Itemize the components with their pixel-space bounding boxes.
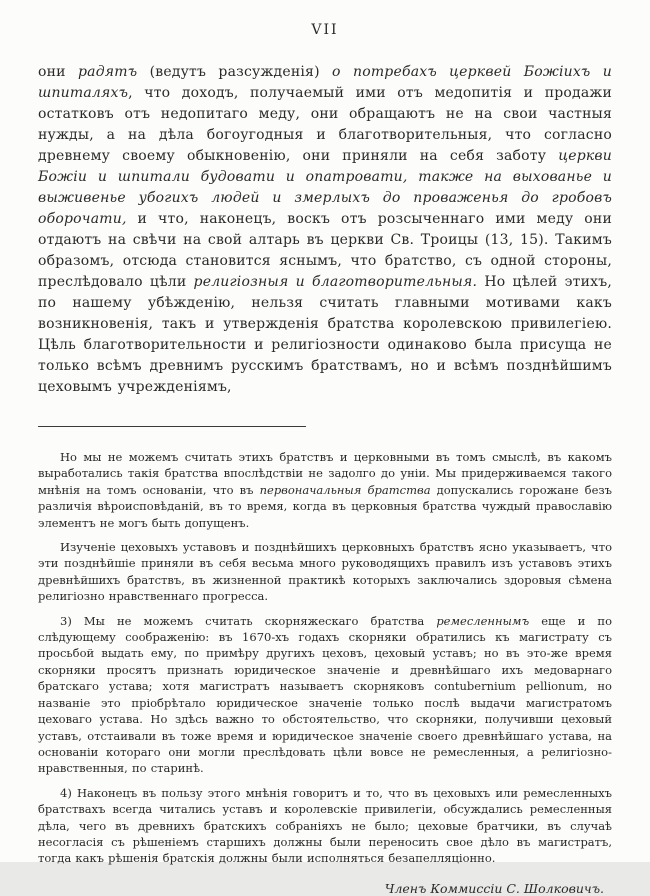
footnote-3: 3) Мы не можемъ считать скорняжескаго братства ремесленнымъ еще и по слѣдующему соображенію: въ 1670-хъ годахъ скорняки обратились къ магистрату съ просьбой выдать ему, по примѣру другихъ цеховъ, цеховый уставъ; но въ это-же время скорняки просятъ признать юридическое значеніе и древнѣйшаго ихъ медоварнаго братскаго устава; хотя магистратъ называетъ скорняковъ contubernium pellionum, но названіе это пріобрѣтало юридическое значеніе только послѣ выдачи магистратомъ цеховаго устава. Но здѣсь важно то обстоятельство, что скорняки, получивши цеховый уставъ, отстаивали въ тоже время и юридическое значеніе своего древнѣйшаго устава, на основаніи котораго они могли преслѣдовать цѣли вовсе не ремесленныя, а религіозно-нравственныя, по старинѣ. [38,613,612,776]
body-text: они радятъ (ведутъ разсужденія) о потребахъ церквей Божіихъ и шпиталяхъ, что доходъ, получаемый ими отъ медопитія и продажи остатковъ отъ недопитаго меду, они обращаютъ не на свои частныя нужды, а на дѣла богоугодныя и благотворительныя, что согласно древнему своему обыкновенію, они приняли на себя заботу церкви Божіи и шпитали будовати и опатровати, также на выхованье и выживенье убогихъ людей и змерлыхъ до проваженья до гробовъ оборочати, и что, наконецъ, воскъ отъ розсыченнаго ими меду они отдаютъ на свѣчи на свой алтарь въ церкви Св. Троицы (13, 15). Такимъ образомъ, отсюда становится яснымъ, что братство, съ одной стороны, преслѣдовало цѣли религіозныя и благотворительныя. Но цѣлей этихъ, по нашему убѣжденію, нельзя считать главными мотивами какъ возникновенія, такъ и утвержденія братства королевскою привилегіею. Цѣль благотворительности и религіозности одинаково была присуща не только всѣмъ древнимъ русскимъ братствамъ, но и всѣмъ позднѣйшимъ цеховымъ учрежденіямъ, [38,64,612,395]
signature: Членъ Коммиссіи С. Шолковичъ. [384,880,604,896]
page-number: VII [311,22,339,38]
footnotes-section [38,449,612,867]
footnote-separator [38,426,306,427]
footnote-continuation: Но мы не можемъ считать этихъ братствъ и церковными въ томъ смыслѣ, въ какомъ выработались такія братства впослѣдствіи не задолго до уніи. Мы придерживаемся такого мнѣнія на томъ основаніи, что въ первоначальныя братства допускались горожане безъ различія вѣроисповѣданій, въ то время, когда въ церковныя братства чуждый православію элементъ не могъ быть допущенъ. [38,450,612,530]
footnote-paragraph-2: Изученіе цеховыхъ уставовъ и позднѣйшихъ церковныхъ братствъ ясно указываетъ, что эти позднѣйшіе приняли въ себя весьма много руководящихъ правилъ изъ уставовъ этихъ древнѣйшихъ братствъ, въ жизненной практикѣ которыхъ заключались здоровыя сѣмена религіозно нравственнаго прогресса. [38,540,612,604]
footnote-4: 4) Наконецъ въ пользу этого мнѣнія говоритъ и то, что въ цеховыхъ или ремесленныхъ братствахъ всегда читались уставъ и королевскіе привилегіи, обсуждались ремесленныя дѣла, чего въ древнихъ братскихъ собраніяхъ не было; цеховые братчики, въ случаѣ несогласія съ рѣшеніемъ старшихъ должны были переносить свое дѣло въ магистратъ, тогда какъ рѣшенія братскія должны были исполняться безапелляціонно. [38,785,612,866]
